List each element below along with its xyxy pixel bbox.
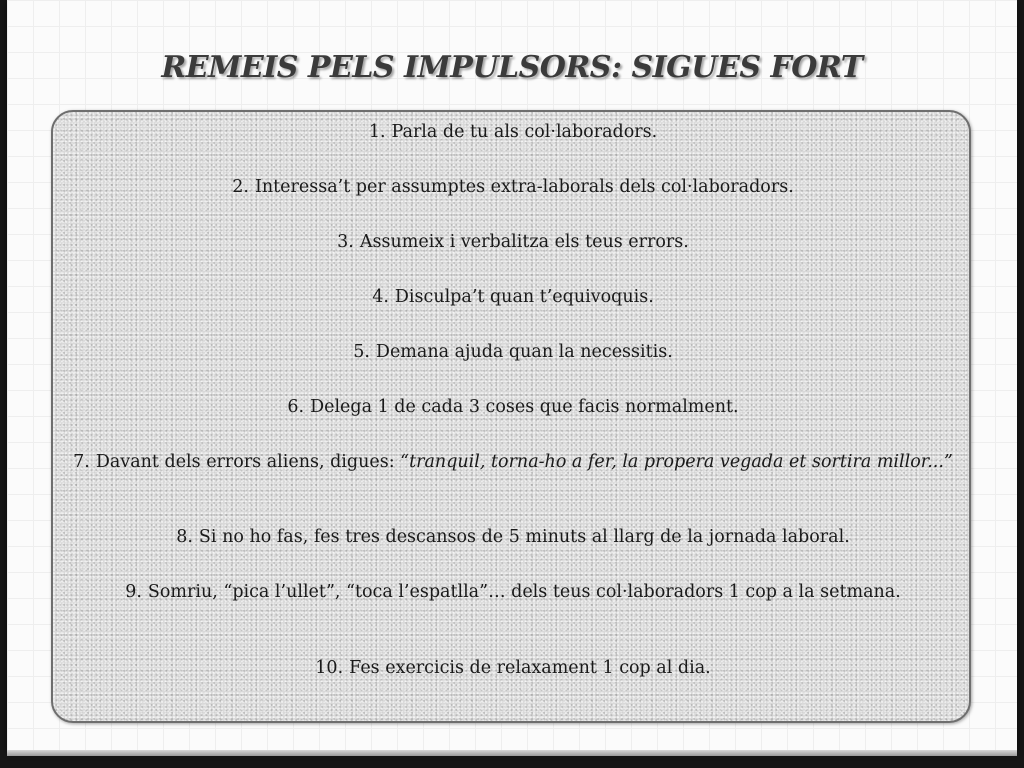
item-number: 5.	[353, 342, 370, 362]
item-quote: “tranquil, torna-ho a fer, la propera vegada et sortira millor...”	[400, 452, 953, 472]
list-item	[73, 122, 953, 143]
list-item	[73, 582, 953, 603]
item-text: Disculpa’t quan t’equivoquis.	[394, 287, 654, 307]
item-number: 3.	[337, 232, 354, 252]
content-panel	[51, 110, 971, 723]
page-bottom-edge	[7, 750, 1017, 756]
item-number: 4.	[372, 287, 389, 307]
item-number: 9.	[125, 582, 142, 602]
slide-title: REMEIS PELS IMPULSORS: SIGUES FORT	[161, 50, 863, 85]
item-number: 2.	[232, 177, 249, 197]
list-item	[73, 287, 953, 308]
item-text: Assumeix i verbalitza els teus errors.	[359, 232, 689, 252]
item-number: 10.	[315, 658, 344, 678]
list-item	[73, 452, 953, 473]
list-item	[73, 232, 953, 253]
item-text: Demana ajuda quan la necessitis.	[375, 342, 673, 362]
item-text: Parla de tu als col·laboradors.	[391, 122, 658, 142]
list-item	[73, 658, 953, 679]
list-item	[73, 397, 953, 418]
item-text: Fes exercicis de relaxament 1 cop al dia.	[349, 658, 711, 678]
item-text: Somriu, “pica l’ullet”, “toca l’espatlla”… dels teus col·laboradors 1 cop a la setmana.	[147, 582, 901, 602]
item-text: Delega 1 de cada 3 coses que facis normalment.	[310, 397, 739, 417]
item-text: Interessa’t per assumptes extra-laborals dels col·laboradors.	[254, 177, 794, 197]
item-number: 6.	[287, 397, 305, 417]
item-number: 1.	[368, 122, 386, 142]
list-item	[73, 527, 953, 548]
list-item	[73, 342, 953, 363]
list-item	[73, 177, 953, 198]
item-number: 7.	[73, 452, 90, 472]
item-text: Si no ho fas, fes tres descansos de 5 minuts al llarg de la jornada laboral.	[198, 527, 850, 547]
item-number: 8.	[176, 527, 193, 547]
item-text: Davant dels errors aliens, digues:	[95, 452, 401, 472]
